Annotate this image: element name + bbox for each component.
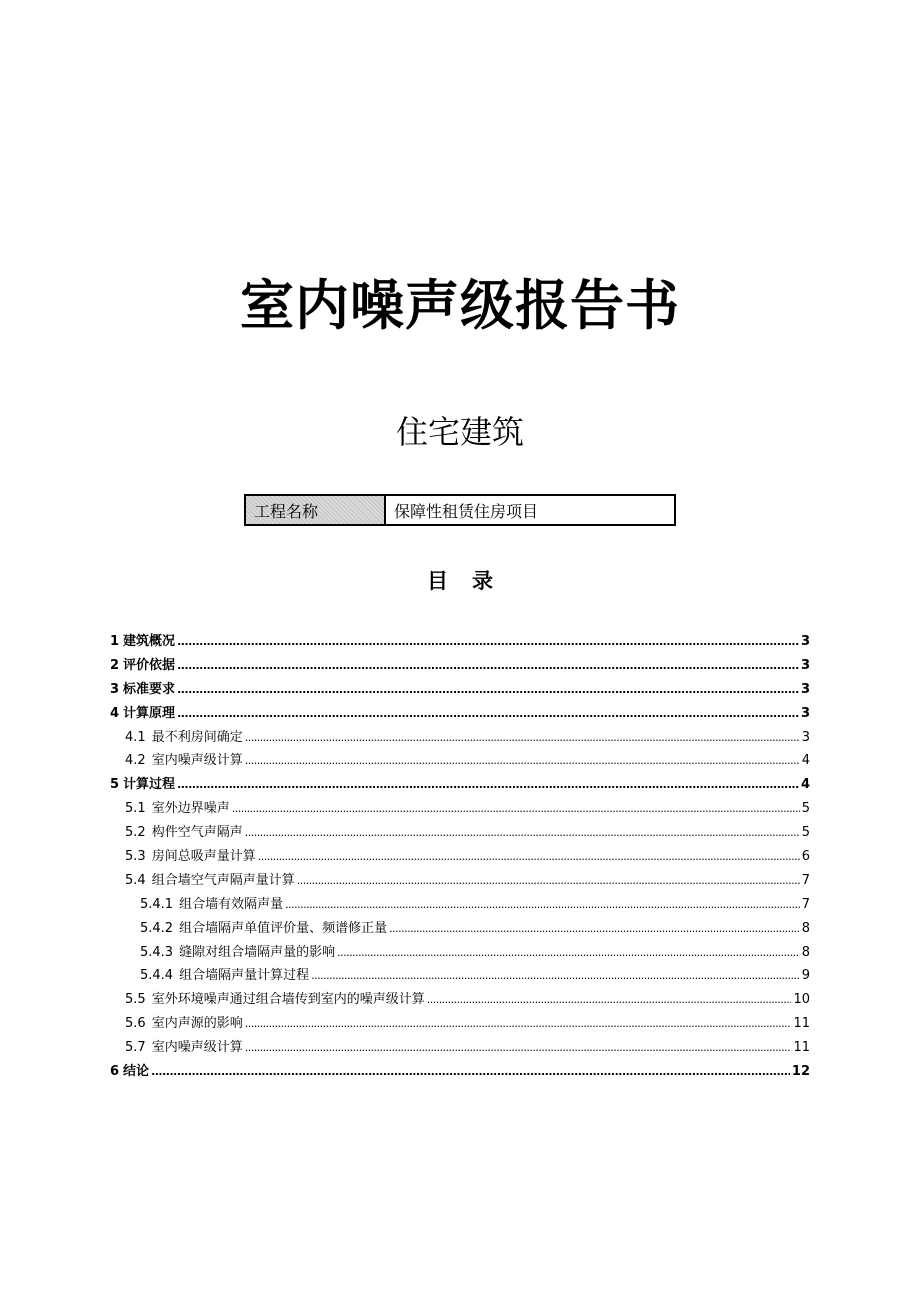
- toc-entry-number: 6: [110, 1064, 120, 1080]
- project-name-label: 工程名称: [245, 495, 385, 525]
- toc-entry-page: 3: [800, 634, 810, 649]
- toc-entry-title: 计算过程: [123, 777, 176, 793]
- toc-entry-number: 2: [110, 657, 120, 673]
- toc-entry-page: 9: [801, 968, 810, 984]
- toc-entry[interactable]: [110, 797, 810, 821]
- toc-entry-title: 最不利房间确定: [151, 729, 243, 745]
- toc-entry-title: 评价依据: [123, 657, 176, 673]
- toc-entry-number: 5.5: [125, 992, 146, 1008]
- toc-entry[interactable]: [110, 893, 810, 917]
- project-info-table: [244, 494, 676, 526]
- toc-dot-leader: [177, 778, 799, 791]
- toc-entry-number: 5.4.4: [140, 968, 174, 984]
- toc-entry[interactable]: [110, 964, 810, 988]
- toc-entry-number: 5.3: [125, 849, 146, 865]
- toc-dot-leader: [245, 1017, 792, 1030]
- toc-entry-page: 3: [800, 705, 810, 721]
- toc-entry[interactable]: [110, 726, 810, 750]
- toc-entry[interactable]: [110, 773, 810, 797]
- toc-entry-number: 5.4.3: [140, 944, 174, 960]
- toc-entry-title: 房间总吸声量计算: [151, 849, 256, 865]
- toc-dot-leader: [245, 754, 800, 767]
- toc-entry-title: 计算原理: [123, 705, 176, 721]
- toc-entry-title: 组合墙隔声单值评价量、频谱修正量: [179, 920, 388, 936]
- toc-entry-number: 5: [110, 777, 120, 793]
- toc-entry[interactable]: [110, 1036, 810, 1060]
- toc-entry-page: 11: [793, 1040, 810, 1056]
- toc-entry-number: 5.4.1: [140, 896, 174, 912]
- toc-entry-page: 3: [801, 729, 810, 745]
- toc-entry-number: 5.4.2: [140, 920, 174, 936]
- toc-entry[interactable]: [110, 1060, 810, 1084]
- project-name-value: 保障性租赁住房项目: [385, 495, 675, 525]
- toc-entry-number: 4.1: [125, 729, 146, 745]
- toc-dot-leader: [245, 826, 800, 839]
- toc-dot-leader: [177, 707, 799, 720]
- toc-entry-number: 5.1: [125, 801, 146, 817]
- toc-entry-title: 室内噪声级计算: [151, 1040, 243, 1056]
- toc-entry[interactable]: [110, 749, 810, 773]
- toc-entry-title: 标准要求: [123, 681, 176, 697]
- toc-entry-page: 4: [801, 753, 810, 769]
- toc-entry[interactable]: [110, 702, 810, 726]
- toc-entry-number: 3: [110, 681, 120, 697]
- toc-entry-number: 5.7: [125, 1040, 146, 1056]
- toc-entry-page: 10: [793, 992, 810, 1008]
- toc-entry-number: 5.2: [125, 825, 146, 841]
- toc-entry-title: 构件空气声隔声: [151, 825, 243, 841]
- toc-entry[interactable]: [110, 678, 810, 702]
- toc-entry-page: 5: [801, 801, 810, 817]
- toc-entry-number: 4: [110, 705, 120, 721]
- toc-entry[interactable]: [110, 941, 810, 965]
- toc-heading-char-1: 目: [427, 569, 448, 593]
- toc-entry[interactable]: [110, 845, 810, 869]
- toc-entry-page: 8: [801, 920, 810, 936]
- toc-entry-title: 结论: [123, 1064, 150, 1080]
- toc-entry-number: 1: [110, 634, 120, 649]
- table-of-contents: [110, 630, 810, 1084]
- toc-entry-number: 4.2: [125, 753, 146, 769]
- toc-dot-leader: [258, 850, 800, 863]
- toc-entry[interactable]: [110, 654, 810, 678]
- toc-entry-title: 室外边界噪声: [151, 801, 230, 817]
- toc-dot-leader: [389, 922, 800, 935]
- toc-dot-leader: [285, 898, 800, 911]
- toc-entry-page: 7: [801, 896, 810, 912]
- toc-dot-leader: [177, 659, 799, 672]
- toc-dot-leader: [245, 731, 800, 744]
- toc-entry-page: 12: [791, 1064, 810, 1080]
- toc-entry-title: 建筑概况: [123, 634, 176, 649]
- toc-entry-title: 室内声源的影响: [151, 1016, 243, 1032]
- toc-dot-leader: [151, 1065, 790, 1078]
- toc-entry-page: 3: [800, 681, 810, 697]
- toc-entry-title: 室外环境噪声通过组合墙传到室内的噪声级计算: [151, 992, 425, 1008]
- toc-dot-leader: [177, 635, 799, 648]
- toc-entry-title: 组合墙隔声量计算过程: [179, 968, 310, 984]
- toc-dot-leader: [337, 946, 800, 959]
- project-info-row: [245, 495, 675, 525]
- toc-entry-page: 7: [801, 872, 810, 888]
- report-title: 室内噪声级报告书: [240, 274, 680, 337]
- toc-dot-leader: [177, 683, 799, 696]
- toc-entry-title: 组合墙有效隔声量: [179, 896, 284, 912]
- toc-entry-page: 8: [801, 944, 810, 960]
- toc-entry[interactable]: [110, 1012, 810, 1036]
- toc-dot-leader: [297, 874, 800, 887]
- toc-dot-leader: [427, 993, 792, 1006]
- toc-entry-title: 组合墙空气声隔声量计算: [151, 872, 295, 888]
- toc-dot-leader: [232, 802, 800, 815]
- toc-heading-char-2: 录: [472, 569, 493, 593]
- toc-entry-title: 室内噪声级计算: [151, 753, 243, 769]
- toc-heading: [0, 566, 920, 596]
- toc-entry-page: 5: [801, 825, 810, 841]
- toc-entry-page: 11: [793, 1016, 810, 1032]
- toc-entry-page: 6: [801, 849, 810, 865]
- toc-entry-page: 4: [800, 777, 810, 793]
- toc-entry-page: 3: [800, 657, 810, 673]
- toc-entry-title: 缝隙对组合墙隔声量的影响: [179, 944, 336, 960]
- toc-entry-number: 5.6: [125, 1016, 146, 1032]
- toc-entry[interactable]: [110, 821, 810, 845]
- toc-dot-leader: [311, 969, 800, 982]
- toc-entry[interactable]: [110, 917, 810, 941]
- toc-entry[interactable]: [110, 988, 810, 1012]
- toc-entry[interactable]: [110, 869, 810, 893]
- building-type-subtitle: 住宅建筑: [395, 413, 524, 451]
- toc-dot-leader: [245, 1041, 792, 1054]
- toc-entry-number: 5.4: [125, 872, 146, 888]
- toc-entry[interactable]: [110, 630, 810, 654]
